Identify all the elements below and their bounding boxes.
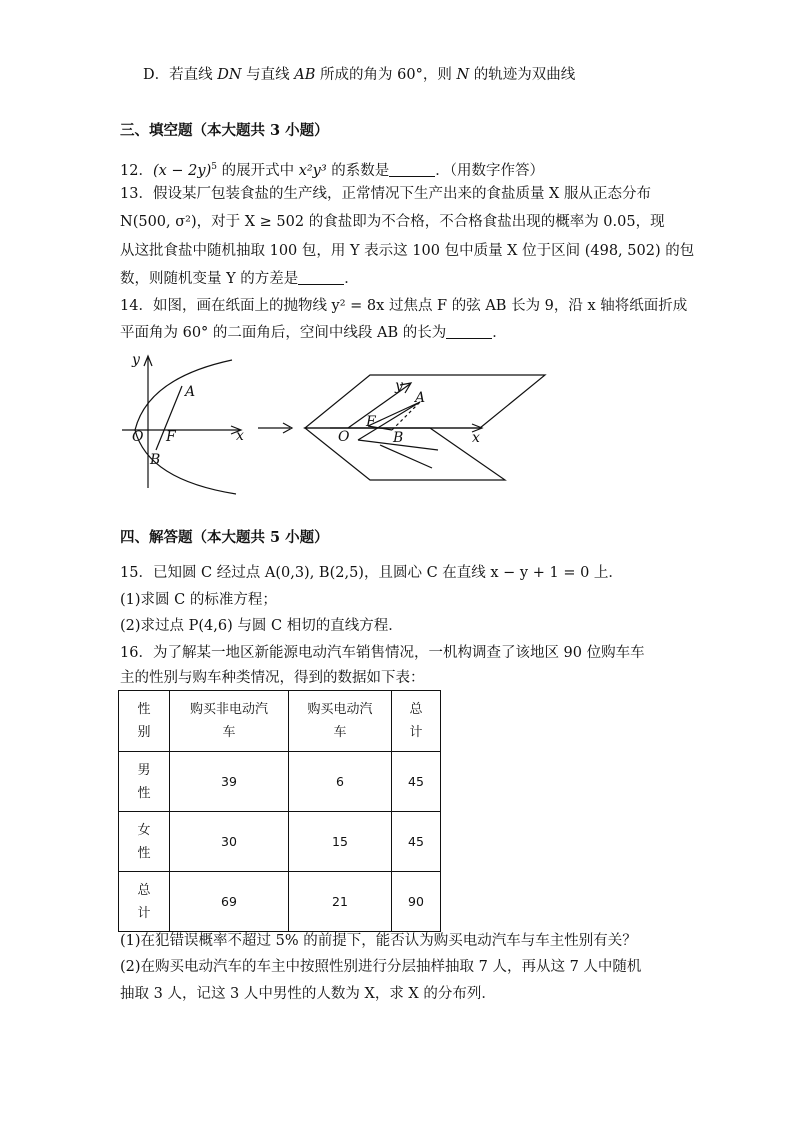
q13-line4-end: ． [344, 271, 359, 287]
label-o-left: O [132, 429, 144, 445]
q12-expression: (x − 2y) [152, 162, 212, 179]
parabola-fold-figure [0, 340, 793, 500]
header-cell-gender: 性 别 [119, 691, 170, 752]
q13-line1: 13．假设某厂包装食盐的生产线，正常情况下生产出来的食盐质量 X 服从正态分布 [120, 186, 651, 202]
q13-line4-text: 数，则随机变量 Y 的方差是 [120, 271, 299, 287]
header-cell-non-electric: 购买非电动汽 车 [170, 691, 289, 752]
q13-answer-blank[interactable] [298, 270, 344, 285]
q13-line2: N(500, σ²)，对于 X ≥ 502 的食盐即为不合格，不合格食盐出现的概率为 0.05，现 [120, 214, 665, 230]
q12-answer-blank[interactable] [389, 162, 435, 177]
q16-part2-line2: 抽取 3 人，记这 3 人中男性的人数为 X，求 X 的分布列． [120, 986, 496, 1002]
label-y-left: y [132, 352, 140, 368]
q12-term: x²y³ [298, 162, 327, 179]
q12-number: 12． [120, 162, 153, 179]
option-d-var-ab: AB [294, 67, 316, 83]
label-f-right: F [366, 414, 376, 430]
option-d-suffix: 的轨迹为双曲线 [469, 67, 576, 83]
row-label-total: 总 计 [119, 872, 170, 932]
q14-line2-end: ． [492, 325, 507, 341]
table-header-row [119, 691, 441, 752]
option-d-var-dn: DN [217, 67, 242, 83]
label-b-left: B [150, 452, 161, 468]
header-cell-total: 总 计 [392, 691, 441, 752]
row-label-male: 男 性 [119, 752, 170, 812]
table-row [119, 752, 441, 812]
q14-line2-text: 平面角为 60° 的二面角后，空间中线段 AB 的长为 [120, 325, 447, 341]
q13-line4 [120, 268, 680, 290]
label-x-right: x [472, 430, 480, 446]
section-4-heading: 四、解答题（本大题共 5 小题） [120, 529, 329, 546]
header-cell-electric: 购买电动汽 车 [289, 691, 392, 752]
option-d-prefix: D．若直线 [143, 67, 218, 83]
table-cell: 30 [170, 812, 289, 872]
q16-part2-line1: (2)在购买电动汽车的车主中按照性别进行分层抽样抽取 7 人，再从这 7 人中随机 [120, 959, 642, 975]
option-d-var-n: N [456, 67, 470, 83]
option-d-mid2: 所成的角为 60°，则 [315, 67, 457, 83]
table-cell: 69 [170, 872, 289, 932]
q14-answer-blank[interactable] [446, 324, 492, 339]
q16-line2: 主的性别与购车种类情况，得到的数据如下表： [120, 670, 425, 686]
row-label-female: 女 性 [119, 812, 170, 872]
label-x-left: x [236, 428, 244, 444]
q12-text1: 的展开式中 [216, 162, 299, 179]
label-f-left: F [166, 429, 176, 445]
q15-line1: 15．已知圆 C 经过点 A(0,3), B(2,5)，且圆心 C 在直线 x − y + 1 = 0 上． [120, 565, 623, 581]
q14-line1: 14．如图，画在纸面上的抛物线 y² = 8x 过焦点 F 的弦 AB 长为 9，沿 x 轴将纸面折成 [120, 298, 688, 314]
table-cell: 45 [392, 752, 441, 812]
table-cell: 21 [289, 872, 392, 932]
table-row [119, 812, 441, 872]
q15-part1: (1)求圆 C 的标准方程； [120, 592, 277, 608]
label-b-right: B [393, 430, 404, 446]
option-d-mid1: 与直线 [241, 67, 295, 83]
q12-exponent: 5 [211, 162, 217, 172]
table-cell: 6 [289, 752, 392, 812]
table-cell: 39 [170, 752, 289, 812]
table-cell: 15 [289, 812, 392, 872]
table-cell: 90 [392, 872, 441, 932]
q12-text3: ．（用数字作答） [435, 162, 545, 179]
label-y-right: y [395, 378, 403, 394]
fold-segment-fa [368, 402, 420, 426]
label-a-left: A [185, 384, 196, 400]
label-a-right: A [415, 390, 426, 406]
table-row [119, 872, 441, 932]
q13-line3: 从这批食盐中随机抽取 100 包，用 Y 表示这 100 包中质量 X 位于区间 (498, 502) 的包 [120, 243, 695, 259]
gender-car-type-table [118, 690, 441, 932]
q16-part1: (1)在犯错误概率不超过 5% 的前提下，能否认为购买电动汽车与车主性别有关？ [120, 933, 637, 949]
section-3-heading: 三、填空题（本大题共 3 小题） [120, 122, 329, 139]
q16-line1: 16．为了解某一地区新能源电动汽车销售情况，一机构调查了该地区 90 位购车车 [120, 645, 645, 661]
table-cell: 45 [392, 812, 441, 872]
label-o-right: O [338, 429, 350, 445]
parabola-curve [135, 360, 236, 494]
q15-part2: (2)求过点 P(4,6) 与圆 C 相切的直线方程． [120, 618, 403, 634]
question-12 [120, 156, 680, 182]
q12-text2: 的系数是 [326, 162, 390, 179]
option-d [143, 64, 703, 86]
